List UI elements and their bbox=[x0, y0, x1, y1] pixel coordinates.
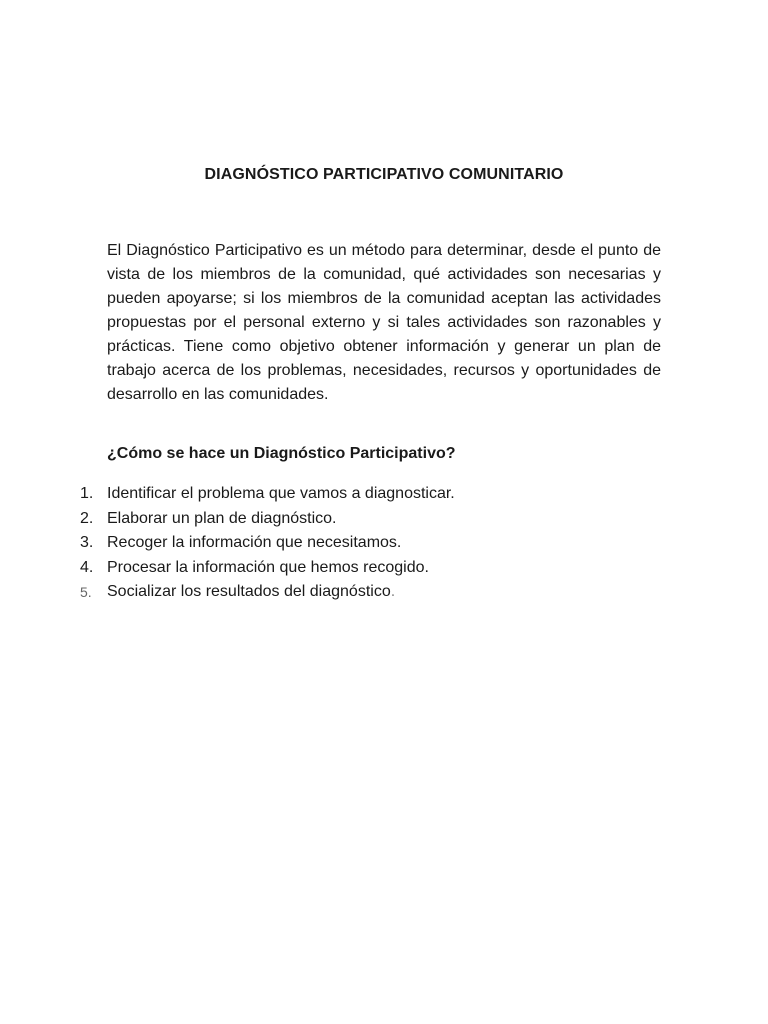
list-text: Socializar los resultados del diagnóstico bbox=[107, 583, 391, 600]
list-text: Procesar la información que hemos recogido. bbox=[107, 558, 429, 576]
list-text: Identificar el problema que vamos a diagnosticar. bbox=[107, 485, 455, 502]
question-heading: ¿Cómo se hace un Diagnóstico Participativo? bbox=[107, 445, 456, 462]
list-text: Elaborar un plan de diagnóstico. bbox=[107, 509, 337, 527]
document-title: DIAGNÓSTICO PARTICIPATIVO COMUNITARIO bbox=[204, 166, 564, 183]
list-text-period: . bbox=[390, 583, 396, 600]
intro-paragraph: El Diagnóstico Participativo es un método para determinar, desde el punto de vista de los miembros de la comunidad, qué actividades son necesarias y pueden apoyarse; si los miembros de la comunidad aceptan las actividades propuestas por el personal externo y si tales actividades son razonables y prácticas. Tiene como objetivo obtener información y generar un plan de trabajo acerca de los problemas, necesidades, recursos y oportunidades de desarrollo en las comunidades. bbox=[107, 242, 661, 403]
list-text: Recoger la información que necesitamos. bbox=[107, 534, 402, 551]
list-item bbox=[80, 531, 455, 556]
list-number: 5. bbox=[80, 584, 92, 600]
list-number: 4. bbox=[80, 558, 94, 576]
list-item bbox=[80, 507, 455, 532]
list-number: 1. bbox=[80, 485, 94, 502]
list-item bbox=[80, 580, 455, 605]
list-item bbox=[80, 482, 455, 507]
list-item bbox=[80, 556, 455, 581]
steps-list bbox=[80, 482, 455, 605]
list-number: 3. bbox=[80, 534, 94, 551]
list-number: 2. bbox=[80, 509, 94, 527]
